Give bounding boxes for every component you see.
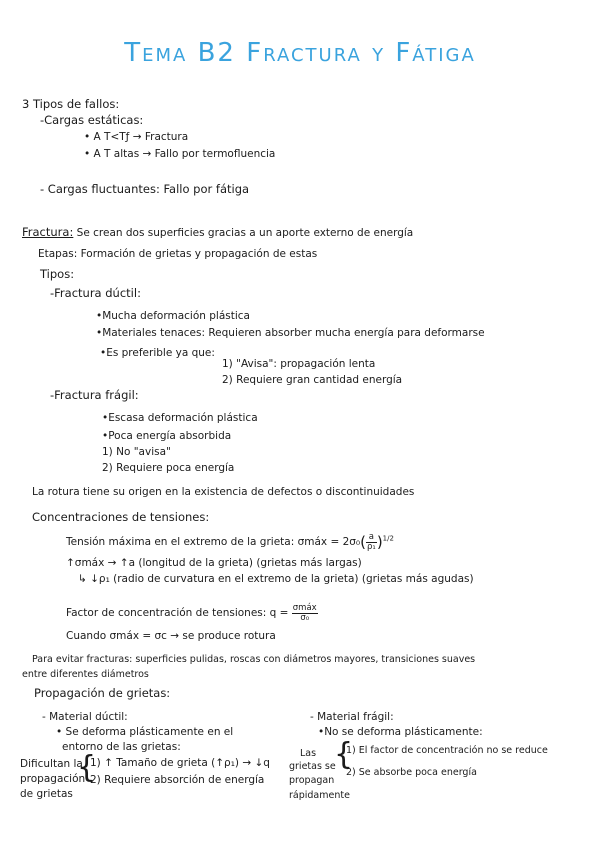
fractura-label: Fractura:	[22, 225, 74, 239]
propagacion-heading: Propagación de grietas:	[34, 686, 171, 700]
prop-ductil-item-1: 1) ↑ Tamaño de grieta (↑ρ₁) → ↓q	[90, 757, 270, 769]
prop-ductil-item-2: 2) Requiere absorción de energía	[90, 774, 265, 786]
prop-ductil-line-1: • Se deforma plásticamente en el	[56, 726, 234, 738]
fractura-tipos: Tipos:	[40, 267, 75, 281]
ductil-item-2: •Materiales tenaces: Requieren absorber mucha energía para deformarse	[96, 327, 485, 339]
rotura-origen: La rotura tiene su origen en la existencia de defectos o discontinuidades	[32, 486, 415, 498]
prop-fragil-side-3: propagan	[289, 775, 335, 786]
fractura-definition: Se crean dos superficies gracias a un aporte externo de energía	[76, 227, 414, 239]
factor-text: Factor de concentración de tensiones: q =	[66, 607, 289, 619]
prop-fragil-side-2: grietas se	[289, 761, 336, 772]
prop-ductil-heading: - Material dúctil:	[42, 711, 128, 723]
fractura-ductil-heading: -Fractura dúctil:	[50, 286, 141, 300]
prop-fragil-heading: - Material frágil:	[310, 711, 394, 723]
prop-fragil-side-1: Las	[300, 748, 317, 759]
prop-ductil-side-3: de grietas	[20, 788, 73, 800]
prop-fragil-item-1: 1) El factor de concentración no se reduce	[346, 745, 548, 756]
concentraciones-heading: Concentraciones de tensiones:	[32, 510, 210, 524]
factor-concentracion-line	[66, 604, 318, 622]
prop-ductil-side-1: Dificultan la	[20, 758, 83, 770]
evitar-line-2: entre diferentes diámetros	[22, 669, 149, 680]
prop-fragil-item-2: 2) Se absorbe poca energía	[346, 767, 477, 778]
ductil-item-3: •Es preferible ya que:	[100, 347, 215, 359]
fragil-item-2: •Poca energía absorbida	[102, 430, 232, 442]
prop-ductil-line-2: entorno de las grietas:	[62, 741, 181, 753]
prop-fragil-side-4: rápidamente	[289, 790, 350, 801]
sigma-max-line-b: ↳ ↓ρ₁ (radio de curvatura en el extremo de la grieta) (grietas más agudas)	[78, 573, 474, 585]
fractura-etapas: Etapas: Formación de grietas y propagación de estas	[38, 248, 318, 260]
fragil-item-1: •Escasa deformación plástica	[102, 412, 258, 424]
tension-maxima-line: Tensión máxima en el extremo de la grieta: σmáx = 2σ₀( $\frac{a}{\text{ρ₁}}$ )$^{1/2}$	[66, 532, 394, 552]
fragil-item-3: 1) No "avisa"	[102, 446, 171, 458]
ductil-item-1: •Mucha deformación plástica	[96, 310, 250, 322]
evitar-line-1: Para evitar fracturas: superficies pulidas, roscas con diámetros mayores, transiciones suaves	[32, 654, 476, 665]
factor-frac-den: σ₀	[300, 612, 310, 623]
tension-frac-den: ρ₁	[367, 541, 376, 552]
fractura-definition-line	[22, 226, 413, 240]
ductil-reason-1: 1) "Avisa": propagación lenta	[222, 358, 376, 370]
page-title: Tema B2 Fractura y Fátiga	[124, 38, 476, 68]
tipos-fallos-heading: 3 Tipos de fallos:	[22, 97, 120, 111]
cargas-fluctuantes: - Cargas fluctuantes: Fallo por fátiga	[40, 182, 250, 196]
factor-frac-num: σmáx	[292, 603, 317, 613]
tension-fraction	[366, 533, 377, 551]
fragil-brace: {	[334, 737, 354, 772]
prop-fragil-line-1: •No se deforma plásticamente:	[318, 726, 483, 738]
cuando-rotura: Cuando σmáx = σc → se produce rotura	[66, 630, 276, 642]
tension-frac-num: a	[366, 533, 377, 543]
fractura-fragil-heading: -Fractura frágil:	[50, 388, 139, 402]
factor-fraction	[292, 604, 318, 622]
ductil-reason-2: 2) Requiere gran cantidad energía	[222, 374, 403, 386]
prop-ductil-side-2: propagación	[20, 773, 86, 785]
fragil-item-4: 2) Requiere poca energía	[102, 462, 235, 474]
ductil-brace: {	[77, 750, 97, 785]
carga-t-baja: • A T<Tƒ → Fractura	[84, 131, 189, 143]
tension-exponent: 1/2	[382, 534, 394, 543]
cargas-estaticas: -Cargas estáticas:	[40, 113, 144, 127]
carga-t-alta: • A T altas → Fallo por termofluencia	[84, 148, 276, 160]
sigma-max-line-a: ↑σmáx → ↑a (longitud de la grieta) (grietas más largas)	[66, 557, 362, 569]
tension-maxima-text: Tensión máxima en el extremo de la grieta: σmáx = 2σ₀	[66, 536, 361, 548]
